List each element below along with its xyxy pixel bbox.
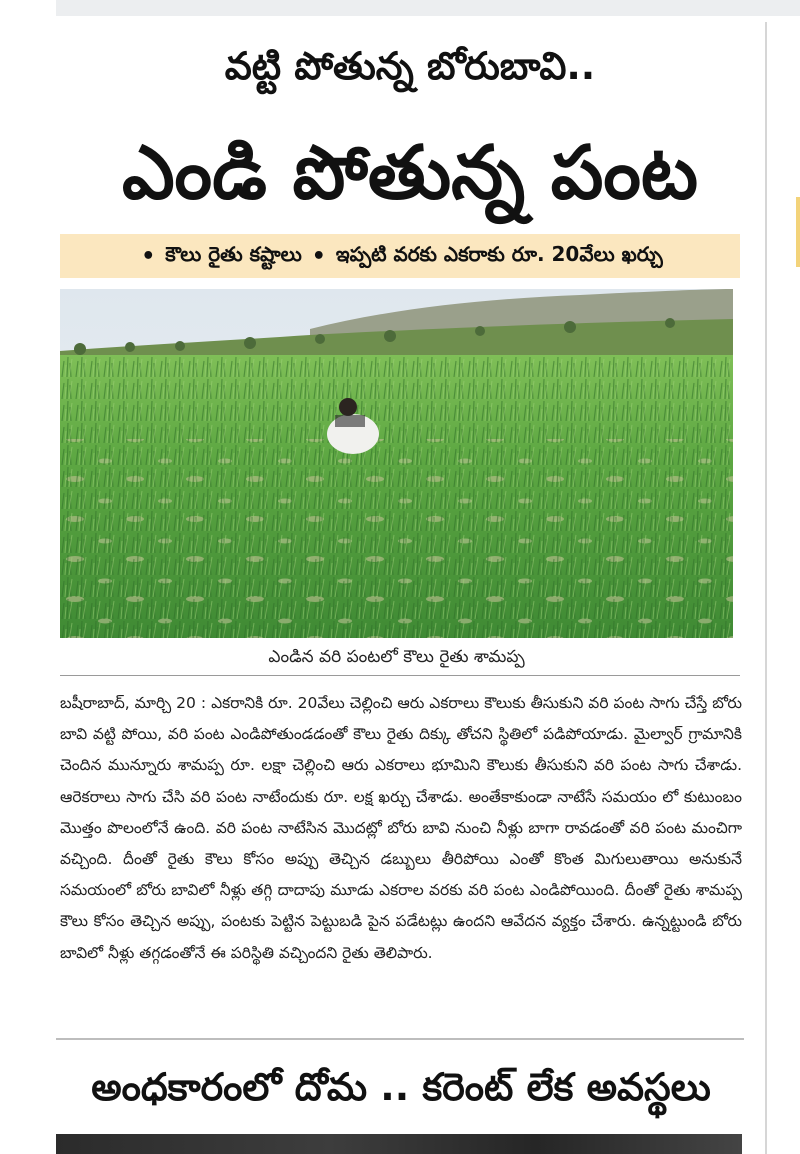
adjacent-column-clipped: [770, 22, 800, 1154]
page-top-strip: [56, 0, 800, 16]
article-kicker: వట్టి పోతున్న బోరుబావి..: [224, 44, 596, 88]
adjacent-highlight-tab: [796, 197, 800, 267]
column-divider: [765, 22, 767, 1154]
next-article-photo: [56, 1134, 742, 1154]
paddy-field-photo: [60, 289, 733, 638]
article-divider: [56, 1038, 744, 1040]
subhead-2: ఇప్పటి వరకు ఎకరాకు రూ. 20వేలు ఖర్చు: [335, 241, 663, 266]
article-body: బషీరాబాద్, మార్చి 20 : ఎకరానికి రూ. 20వేలు చెల్లించి ఆరు ఎకరాలు కౌలుకు తీసుకుని వరి పంట సాగు చేస్తే బోరు బావి వట్టి పోయి, వరి పంట ఎండిపోతుండడంతో కౌలు రైతు దిక్కు తోచని స్థితిలో పడిపోయాడు. మైల్వార్ గ్రామానికి చెందిన మున్నూరు శామప్ప రూ. లక్షా చెల్లించి ఆరు ఎకరాలు భూమిని కౌలుకు తీసుకుని వరి పంట సాగు చేశాడు. ఆరెకరాలు సాగు చేసి వరి పంట నాటేందుకు రూ. లక్ష ఖర్చు చేశాడు. అంతేకాకుండా నాటేసే సమయం లో కుటుంబం మొత్తం పొలంలోనే ఉంది. వరి పంట నాటేసిన మొదట్లో బోరు బావి నుంచి నీళ్లు బాగా రావడంతో వరి పంట మంచిగా వచ్చింది. దీంతో రైతు కౌలు కోసం అప్పు తెచ్చిన డబ్బులు తీరిపోయి ఎంతో కొంత మిగులుతాయి అనుకునే సమయంలో బోరు బావిలో నీళ్లు తగ్గి దాదాపు మూడు ఎకరాల వరకు వరి పంట ఎండిపోయింది. దీంతో రైతు శామప్ప కౌలు కోసం తెచ్చిన అప్పు, పంటకు పెట్టిన పెట్టుబడి పైన పడేటట్లు ఉందని ఆవేదన వ్యక్తం చేశారు. ఉన్నట్టుండి బోరు బావిలో నీళ్లు తగ్గడంతోనే ఈ పరిస్థితి వచ్చిందని రైతు తెలిపారు.: [60, 694, 742, 962]
caption-divider: [60, 675, 740, 676]
subhead-1: కౌలు రైతు కష్టాలు: [165, 241, 302, 266]
subhead-band: [60, 234, 740, 278]
photo-caption: ఎండిన వరి పంటలో కౌలు రైతు శామప్ప: [268, 647, 525, 667]
bullet-icon: •: [311, 243, 326, 269]
next-article-headline: అంధకారంలో దోమ .. కరెంట్ లేక అవస్థలు: [91, 1065, 711, 1109]
bullet-icon: •: [141, 243, 156, 269]
article-headline: ఎండి పోతున్న పంట: [121, 130, 699, 216]
